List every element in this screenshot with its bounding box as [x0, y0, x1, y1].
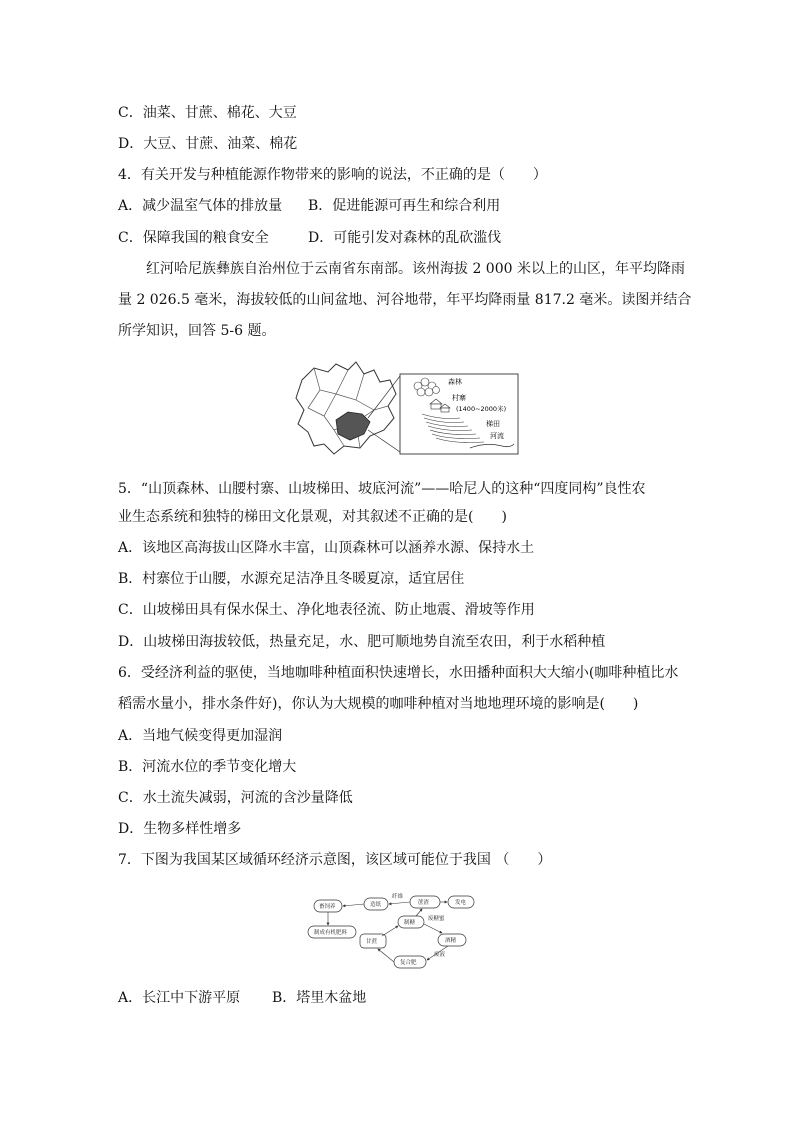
q7-option-a: A．长江中下游平原	[118, 990, 241, 1006]
q4-options-row-1	[118, 196, 500, 216]
label-node-sugar: 制糖	[404, 920, 416, 926]
edge-cane-sugar	[382, 926, 398, 936]
label-village: 村寨	[452, 394, 466, 402]
label-terrace: 梯田	[486, 420, 500, 428]
label-node-feed: 畜饲养	[319, 904, 336, 910]
q5-option-a: A．该地区高海拔山区降水丰富，山顶森林可以涵养水源、保持水土	[118, 540, 535, 556]
label-node-compost: 制成有机肥料	[314, 930, 348, 936]
label-edge-waste: 废液	[434, 952, 446, 958]
label-node-paper: 造纸	[370, 902, 382, 908]
q5-option-c: C．山坡梯田具有保水保土、净化地表径流、防止地震、滑坡等作用	[118, 602, 535, 618]
q4-options-row-2	[118, 228, 501, 248]
edge-sugar-bagasse	[416, 909, 422, 916]
q4-option-a: A．减少温室气体的排放量	[118, 198, 283, 214]
q4-option-d: D．可能引发对森林的乱砍滥伐	[308, 230, 502, 246]
circular-economy-svg	[300, 888, 480, 970]
label-forest: 森林	[448, 378, 462, 386]
edge-fert-cane	[378, 949, 394, 962]
q6-option-b: B．河流水位的季节变化增大	[118, 759, 297, 775]
q6-option-c: C．水土流失减弱，河流的含沙量降低	[118, 790, 353, 806]
edge-bagasse-paper	[389, 902, 410, 904]
label-edge-fiber: 纤维	[392, 894, 404, 900]
q7-options-row	[118, 988, 366, 1008]
q6-stem-line-1: 6．受经济利益的驱使，当地咖啡种植面积快速增长，水田播种面积大大缩小(咖啡种植比水	[118, 665, 679, 681]
label-river: 河流	[490, 432, 504, 440]
q5-stem-line-2: 业生态系统和独特的梯田文化景观，对其叙述不正确的是( )	[118, 509, 507, 525]
edge-sugar-alcohol	[424, 924, 442, 933]
passage-line-1: 红河哈尼族彝族自治州位于云南省东南部。该州海拔 2 000 米以上的山区，年平均降雨	[146, 261, 685, 277]
q5-option-b: B．村寨位于山腰，水源充足洁净且冬暖夏凉，适宜居住	[118, 571, 465, 587]
label-node-cane: 甘蔗	[366, 939, 378, 945]
q5-stem-line-1: 5．“山顶森林、山腰村寨、山坡梯田、坡底河流”——哈尼人的这种“四度同构”良性农	[118, 481, 646, 497]
circular-economy-figure	[300, 888, 480, 970]
q3-option-d: D．大豆、甘蔗、油菜、棉花	[118, 136, 298, 152]
edge-paper-feed	[343, 904, 364, 906]
q6-option-a: A．当地气候变得更加湿润	[118, 728, 283, 744]
q6-option-d: D．生物多样性增多	[118, 821, 242, 837]
label-node-fert: 复合肥	[400, 960, 417, 966]
q4-option-c: C．保障我国的粮食安全	[118, 230, 269, 246]
label-elevation: (1400~2000米)	[456, 405, 507, 413]
yunnan-terrace-figure	[290, 360, 530, 460]
passage-line-2: 量 2 026.5 毫米，海拔较低的山间盆地、河谷地带，年平均降雨量 817.2 毫米。读图并结合	[118, 292, 692, 308]
q5-option-d: D．山坡梯田海拔较低，热量充足，水、肥可顺地势自流至农田，利于水稻种植	[118, 634, 606, 650]
q3-option-c: C．油菜、甘蔗、棉花、大豆	[118, 105, 297, 121]
label-node-alcohol: 酒精	[445, 938, 457, 944]
q4-stem: 4．有关开发与种植能源作物带来的影响的说法，不正确的是（ ）	[118, 167, 547, 183]
q7-option-b: B．塔里木盆地	[272, 990, 367, 1006]
q4-option-b: B．促进能源可再生和综合利用	[308, 198, 501, 214]
label-edge-molasses: 废糖蜜	[428, 916, 445, 922]
yunnan-terrace-svg	[290, 360, 530, 460]
label-node-power: 发电	[455, 900, 467, 906]
q6-stem-line-2: 稻需水量小，排水条件好)，你认为大规模的咖啡种植对当地地理环境的影响是( )	[118, 696, 639, 712]
passage-line-3: 所学知识，回答 5-6 题。	[118, 323, 276, 339]
label-node-bagasse: 蔗渣	[418, 900, 430, 906]
q7-stem: 7．下图为我国某区域循环经济示意图，该区域可能位于我国 （ ）	[118, 852, 552, 868]
